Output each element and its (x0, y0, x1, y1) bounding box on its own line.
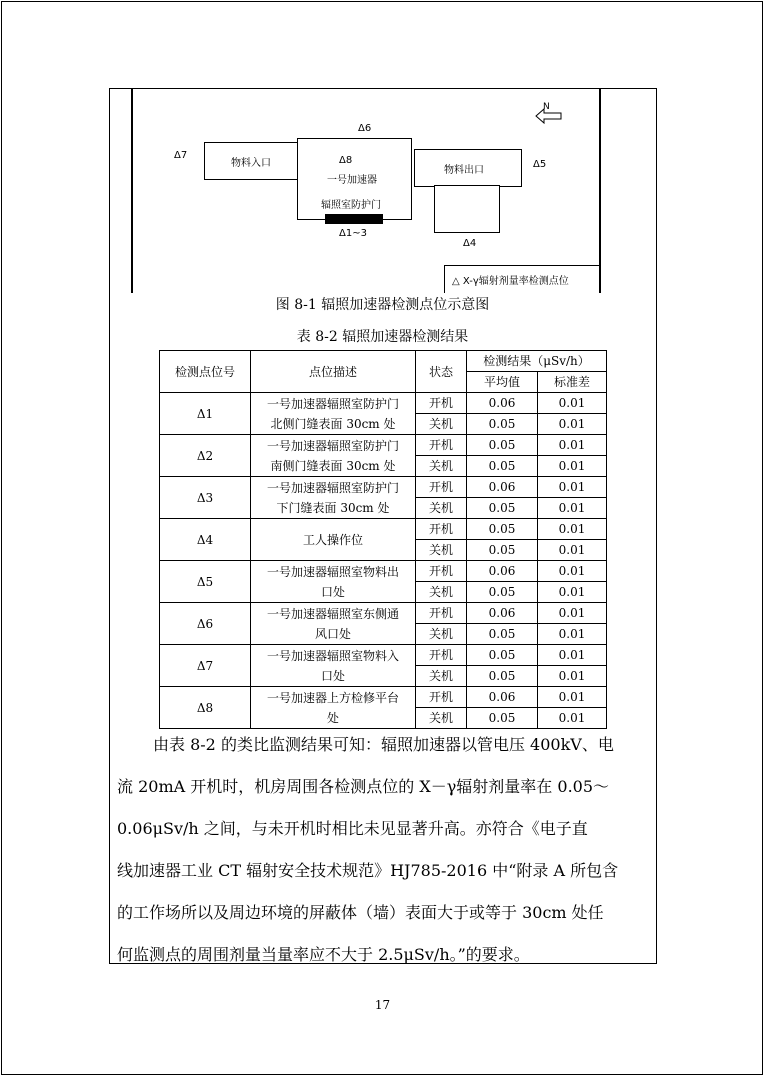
desc-cell (251, 645, 416, 687)
header-result: 检测结果（μSv/h） (467, 351, 607, 372)
status-cell: 关机 (416, 414, 467, 435)
avg-cell: 0.05 (467, 414, 538, 435)
status-cell: 关机 (416, 540, 467, 561)
diagram-left-border (131, 89, 133, 293)
desc-cell (251, 561, 416, 603)
desc-line: 下门缝表面 30cm 处 (276, 500, 390, 515)
operator-room-box (434, 185, 500, 233)
protective-door-bar (325, 214, 383, 224)
desc-line: 一号加速器辐照室防护门 (266, 438, 399, 453)
std-cell: 0.01 (538, 519, 607, 540)
status-cell: 关机 (416, 624, 467, 645)
table-row (160, 645, 607, 666)
std-cell: 0.01 (538, 540, 607, 561)
avg-cell: 0.05 (467, 645, 538, 666)
desc-line: 一号加速器辐照室防护门 (266, 480, 399, 495)
desc-cell (251, 435, 416, 477)
std-cell: 0.01 (538, 456, 607, 477)
desc-line: 一号加速器辐照室物料出 (266, 564, 399, 579)
std-cell: 0.01 (538, 435, 607, 456)
point-cell: Δ4 (160, 519, 251, 561)
point-cell: Δ2 (160, 435, 251, 477)
std-cell: 0.01 (538, 603, 607, 624)
avg-cell: 0.05 (467, 519, 538, 540)
desc-line: 处 (326, 710, 339, 725)
avg-cell: 0.05 (467, 540, 538, 561)
point-cell: Δ3 (160, 477, 251, 519)
point-cell: Δ6 (160, 603, 251, 645)
std-cell: 0.01 (538, 666, 607, 687)
avg-cell: 0.06 (467, 603, 538, 624)
desc-cell (251, 687, 416, 729)
point-cell: Δ8 (160, 687, 251, 729)
header-point: 检测点位号 (160, 351, 251, 393)
figure-caption: 图 8-1 辐照加速器检测点位示意图 (275, 297, 490, 313)
desc-cell (251, 393, 416, 435)
status-cell: 开机 (416, 519, 467, 540)
desc-cell (251, 477, 416, 519)
diagram-right-border (599, 89, 601, 293)
paragraph-line: 线加速器工业 CT 辐射安全技术规范》HJ785-2016 中“附录 A 所包含 (117, 861, 619, 880)
avg-cell: 0.05 (467, 666, 538, 687)
status-cell: 开机 (416, 687, 467, 708)
desc-line: 风口处 (314, 626, 351, 641)
desc-line: 口处 (320, 668, 345, 683)
status-cell: 开机 (416, 435, 467, 456)
status-cell: 关机 (416, 666, 467, 687)
std-cell: 0.01 (538, 624, 607, 645)
point-cell: Δ5 (160, 561, 251, 603)
avg-cell: 0.05 (467, 708, 538, 729)
table-row (160, 393, 607, 414)
std-cell: 0.01 (538, 393, 607, 414)
status-cell: 开机 (416, 645, 467, 666)
desc-cell: 工人操作位 (251, 519, 416, 561)
status-cell: 关机 (416, 456, 467, 477)
desc-line: 一号加速器辐照室防护门 (266, 396, 399, 411)
desc-cell (251, 603, 416, 645)
accelerator-label: 一号加速器 (327, 175, 377, 186)
point-1-3-label: Δ1~3 (339, 228, 367, 239)
status-cell: 开机 (416, 393, 467, 414)
avg-cell: 0.06 (467, 561, 538, 582)
desc-line: 一号加速器辐照室物料入 (266, 648, 399, 663)
status-cell: 开机 (416, 477, 467, 498)
point-cell: Δ1 (160, 393, 251, 435)
std-cell: 0.01 (538, 477, 607, 498)
table-row (160, 519, 607, 540)
point-8-label: Δ8 (339, 155, 353, 166)
avg-cell: 0.06 (467, 477, 538, 498)
paragraph-line: 0.06μSv/h 之间，与未开机时相比未见显著升高。亦符合《电子直 (117, 819, 588, 838)
std-cell: 0.01 (538, 498, 607, 519)
avg-cell: 0.05 (467, 456, 538, 477)
header-avg: 平均值 (467, 372, 538, 393)
avg-cell: 0.05 (467, 582, 538, 603)
desc-line: 口处 (320, 584, 345, 599)
status-cell: 关机 (416, 582, 467, 603)
page-number: 17 (374, 998, 391, 1012)
table-row (160, 603, 607, 624)
std-cell: 0.01 (538, 561, 607, 582)
material-outlet-label: 物料出口 (444, 165, 484, 176)
std-cell: 0.01 (538, 687, 607, 708)
material-inlet-label: 物料入口 (231, 158, 271, 169)
detection-point-diagram (131, 89, 601, 293)
table-row (160, 561, 607, 582)
table-row (160, 477, 607, 498)
paragraph-line: 何监测点的周围剂量当量率应不大于 2.5μSv/h。”的要求。 (117, 945, 530, 964)
status-cell: 开机 (416, 603, 467, 624)
point-5-label: Δ5 (533, 159, 547, 170)
table-caption: 表 8-2 辐照加速器检测结果 (296, 329, 469, 345)
header-std: 标准差 (538, 372, 607, 393)
protective-door-label: 辐照室防护门 (321, 200, 381, 211)
avg-cell: 0.06 (467, 393, 538, 414)
status-cell: 开机 (416, 561, 467, 582)
point-6-label: Δ6 (358, 123, 372, 134)
std-cell: 0.01 (538, 582, 607, 603)
paragraph-line: 的工作场所以及周边环境的屏蔽体（墙）表面大于或等于 30cm 处任 (117, 903, 604, 922)
point-cell: Δ7 (160, 645, 251, 687)
std-cell: 0.01 (538, 708, 607, 729)
legend-label: △ X-γ辐射剂量率检测点位 (452, 276, 569, 287)
table-header-row (160, 351, 607, 372)
header-status: 状态 (416, 351, 467, 393)
status-cell: 关机 (416, 498, 467, 519)
avg-cell: 0.05 (467, 624, 538, 645)
avg-cell: 0.06 (467, 687, 538, 708)
north-label: N (543, 102, 550, 112)
std-cell: 0.01 (538, 414, 607, 435)
desc-line: 一号加速器辐照室东侧通 (266, 606, 399, 621)
avg-cell: 0.05 (467, 435, 538, 456)
paragraph-line: 由表 8-2 的类比监测结果可知：辐照加速器以管电压 400kV、电 (153, 735, 614, 754)
table-row (160, 435, 607, 456)
point-7-label: Δ7 (174, 150, 188, 161)
avg-cell: 0.05 (467, 498, 538, 519)
point-4-label: Δ4 (463, 238, 477, 249)
detection-results-table (159, 350, 607, 729)
status-cell: 关机 (416, 708, 467, 729)
paragraph-line: 流 20mA 开机时，机房周围各检测点位的 X－γ辐射剂量率在 0.05～ (117, 777, 610, 796)
desc-line: 北侧门缝表面 30cm 处 (270, 416, 396, 431)
desc-line: 南侧门缝表面 30cm 处 (270, 458, 396, 473)
desc-line: 一号加速器上方检修平台 (266, 690, 399, 705)
std-cell: 0.01 (538, 645, 607, 666)
table-row (160, 687, 607, 708)
header-desc: 点位描述 (251, 351, 416, 393)
